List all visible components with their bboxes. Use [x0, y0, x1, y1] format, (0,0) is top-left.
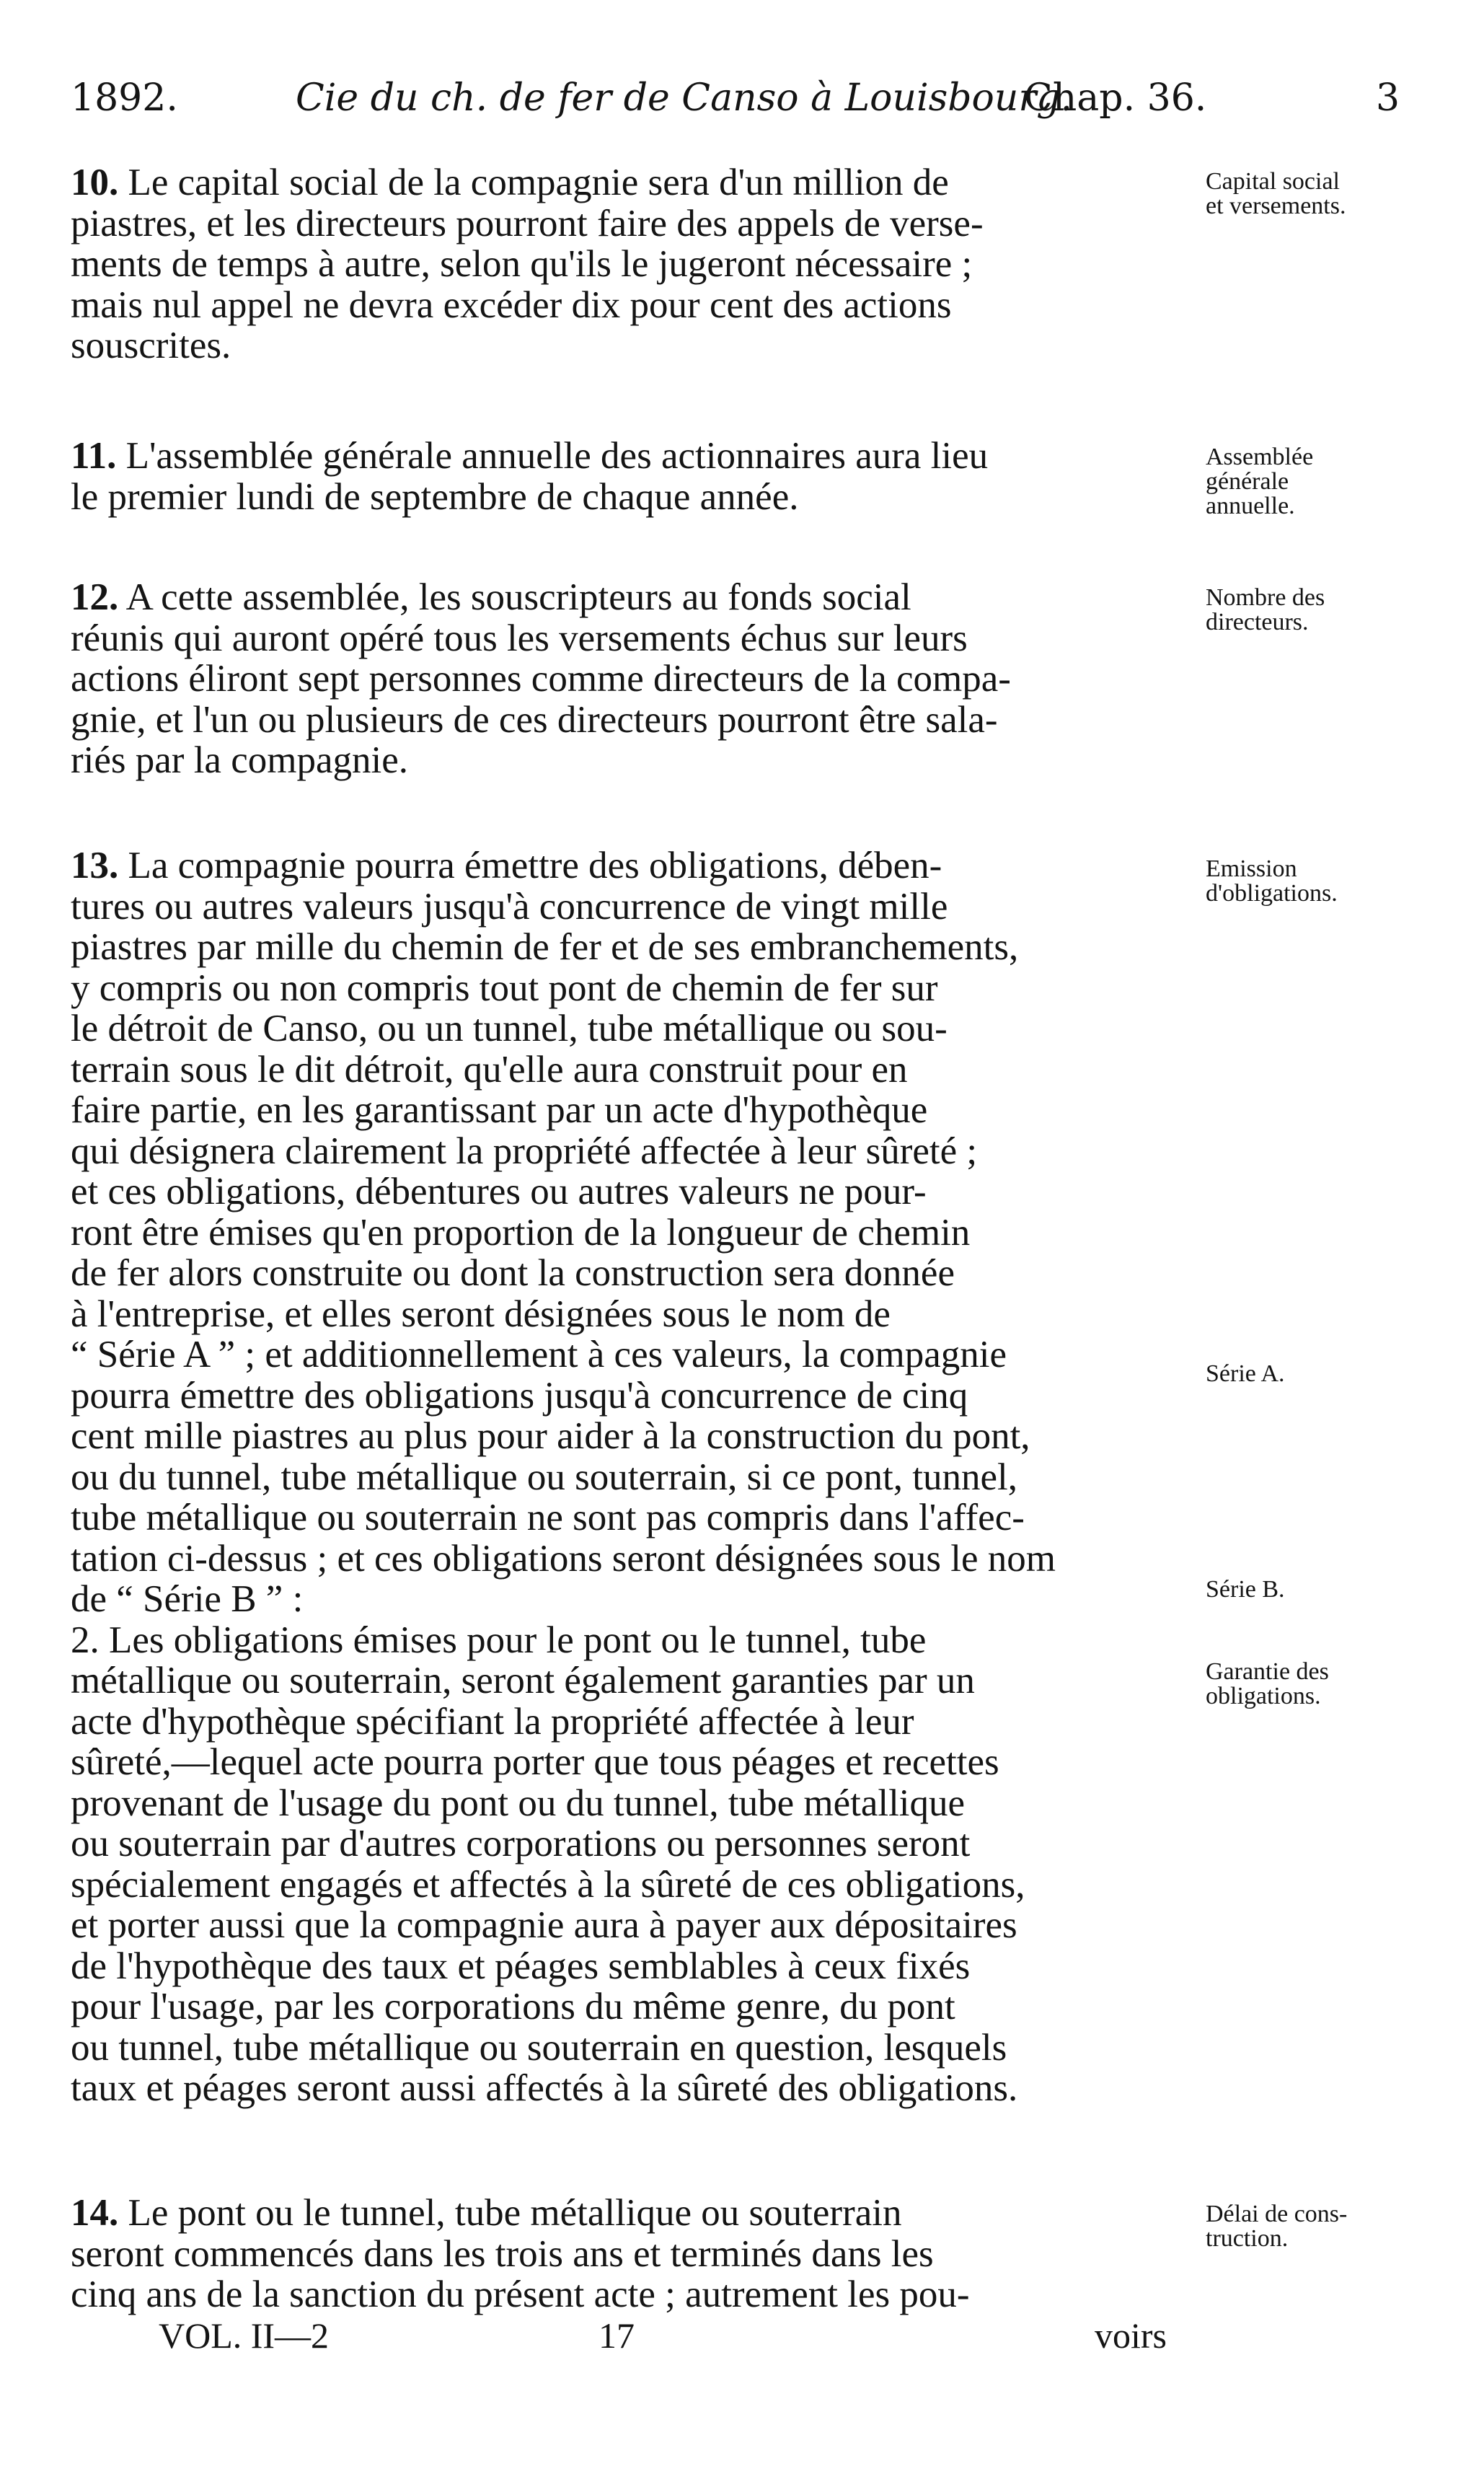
section-11 [71, 436, 1194, 517]
section-number: 12. [71, 576, 119, 618]
section-number: 11. [71, 435, 117, 477]
margin-note-garantie: Garantie des obligations. [1206, 1658, 1329, 1709]
margin-note-emission: Emission d'obligations. [1206, 855, 1338, 907]
margin-note-serie-a: Série A. [1206, 1360, 1285, 1387]
section-14 [71, 2193, 1194, 2315]
footer-signature: 17 [599, 2315, 635, 2356]
footer-catchword: voirs [1095, 2315, 1167, 2356]
section-13 [71, 845, 1194, 2109]
section-number: 14. [71, 2192, 119, 2234]
margin-note-nombre: Nombre des directeurs. [1206, 584, 1325, 635]
section-text: Le pont ou le tunnel, tube métallique ou souterrain seront commencés dans les trois ans et terminés dans les cinq ans de la sanction du présent acte ; autrement les pou- [71, 2192, 970, 2315]
section-10 [71, 162, 1194, 366]
footer-volume: VOL. II—2 [159, 2315, 330, 2356]
margin-note-serie-b: Série B. [1206, 1576, 1285, 1603]
subsection-2-text: 2. Les obligations émises pour le pont ou le tunnel, tube métallique ou souterrain, seront également garanties par un acte d'hypothèque spécifiant la propriété affectée à leur sûreté,—lequel acte pourra porter que tous péages et recettes provenant de l'usage du pont ou du tunnel, tube métallique ou souterrain par d'autres corporations ou personnes seront spécialement engagés et affectés à la sûreté de ces obligations, et porter aussi que la compagnie aura à payer aux dépositaires de l'hypothèque des taux et péages semblables à ceux fixés pour l'usage, par les corporations du même genre, du pont ou tunnel, tube métallique ou souterrain en question, lesquels taux et péages seront aussi affectés à la sûreté des obligations. [71, 1619, 1025, 2109]
section-text: Le capital social de la compagnie sera d'un million de piastres, et les directeurs pourront faire des appels de verse- ments de temps à autre, selon qu'ils le jugeront nécessaire ; mais nul appel ne devra excéder dix pour cent des actions souscrites. [71, 162, 984, 366]
section-number: 10. [71, 162, 119, 203]
section-12 [71, 577, 1194, 781]
header-title: Cie du ch. de fer de Canso à Louisbourg. [296, 76, 1073, 120]
margin-note-delai: Délai de cons- truction. [1206, 2201, 1348, 2252]
section-text: A cette assemblée, les souscripteurs au fonds social réunis qui auront opéré tous les versements échus sur leurs actions éliront sept personnes comme directeurs de la compa- gnie, et l'un ou plusieurs de ces directeurs pourront être sala- riés par la compagnie. [71, 576, 1011, 781]
margin-note-assemblee: Assemblée générale annuelle. [1206, 444, 1314, 519]
header-year: 1892. [71, 76, 178, 120]
section-text: L'assemblée générale annuelle des actionnaires aura lieu le premier lundi de septembre de chaque année. [71, 435, 989, 518]
section-number: 13. [71, 845, 119, 886]
margin-note-capital: Capital social et versements. [1206, 168, 1346, 219]
header-page-number: 3 [1376, 76, 1400, 120]
section-text: La compagnie pourra émettre des obligations, dében- tures ou autres valeurs jusqu'à concurrence de vingt mille piastres par mille du chemin de fer et de ses embranchements, y compris ou non compris tout pont de chemin de fer sur le détroit de Canso, ou un tunnel, tube métallique ou sou- terrain sous le dit détroit, qu'elle aura construit pour en faire partie, en les garantissant par un acte d'hypothèque qui désignera clairement la propriété affectée à leur sûreté ; et ces obligations, débentures ou autres valeurs ne pour- ront être émises qu'en proportion de la longueur de chemin de fer alors construite ou dont la construction sera donnée à l'entreprise, et elles seront désignées sous le nom de “ Série A ” ; et additionnellement à ces valeurs, la compagnie pourra émettre des obligations jusqu'à concurrence de cinq cent mille piastres au plus pour aider à la construction du pont, ou du tunnel, tube métallique ou souterrain, si ce pont, tunnel, tube métallique ou souterrain ne sont pas compris dans l'affec- tation ci-dessus ; et ces obligations seront désignées sous le nom de “ Série B ” : [71, 845, 1056, 1620]
header-chapter: Chap. 36. [1024, 76, 1207, 120]
